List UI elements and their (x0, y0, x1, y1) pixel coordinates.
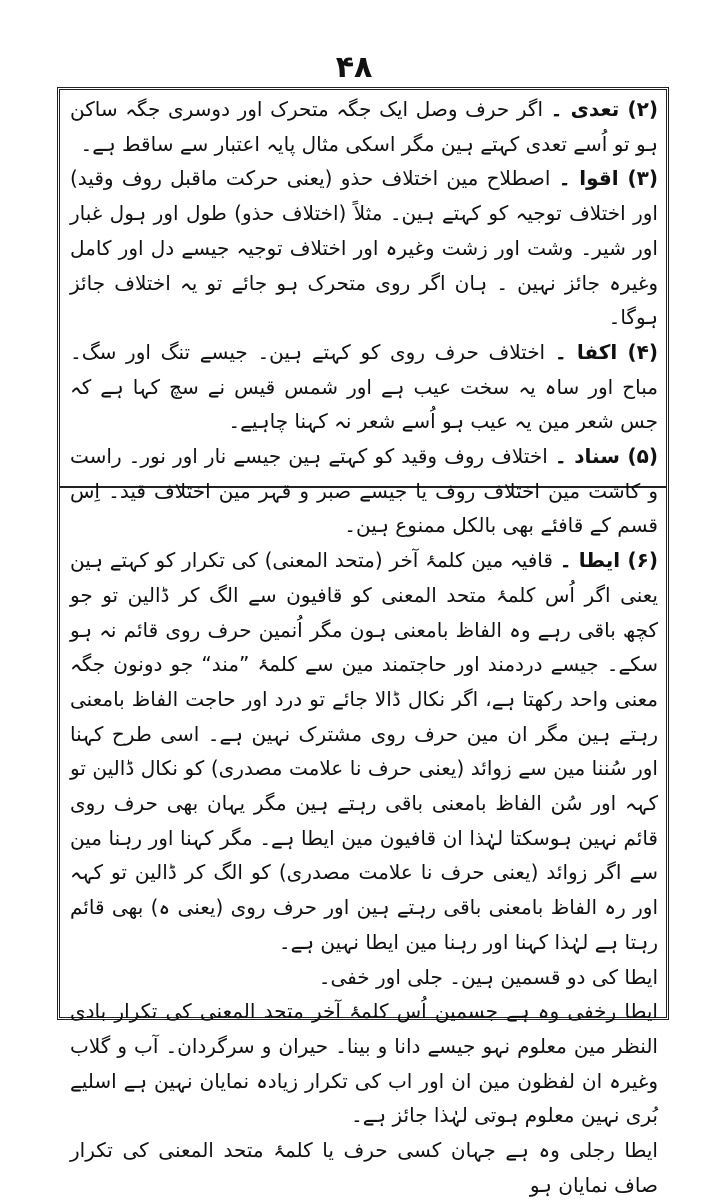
text-ikfa: اختلاف حرف روی کو کہتے ہین۔ جیسے تنگ اور سگ۔ مباح اور ساہ یہ سخت عیب ہے اور شمس قیس نے سچ کہا ہے کہ جس شعر مین یہ عیب ہو اُسے شعر نہ کہنا چاہیے۔ (70, 339, 658, 434)
heading-ikfa: (۴) اکفا ۔ (554, 339, 658, 364)
heading-iqwa: (۳) اقوا ۔ (558, 166, 659, 191)
paragraph-ikfa (70, 335, 658, 439)
text-ita-jali: ایطا رجلی وہ ہے جہان کسی حرف یا کلمۂ متحد المعنی کی تکرار صاف نمایان ہو (70, 1138, 658, 1197)
paragraph-ita (70, 543, 658, 959)
paragraph-ita-types (70, 960, 658, 995)
page-body (70, 92, 658, 1203)
text-ita-types: ایطا کی دو قسمین ہین۔ جلی اور خفی۔ (318, 964, 658, 989)
text-ita-khafi: ایطا رخفی وہ ہے جسمین اُس کلمۂ آخر متحد المعنی کی تکرار بادی النظر مین معلوم نہو جیسے دانا و بینا۔ حیران و سرگردان۔ آب و گلاب وغیرہ ان لفظون مین ان اور اب کی تکرار زیادہ نمایان نہین ہے اسلیے بُری نہین معلوم ہوتی لہٰذا جائز ہے۔ (70, 999, 658, 1128)
paragraph-sinad (70, 439, 658, 543)
text-iqwa: اصطلاح مین اختلاف حذو (یعنی حرکت ماقبل روف وقید) اور اختلاف توجیہ کو کہتے ہین۔ مثلاً (اختلاف حذو) طول اور ہول غبار اور شیر۔ وشت اور زشت وغیرہ اور اختلاف توجیہ جیسے دل اور کامل وغیرہ جائز نہین ۔ ہان اگر روی متحرک ہو جائے تو یہ اختلاف جائز ہوگا۔ (70, 166, 658, 330)
heading-tadi: (۲) تعدی ۔ (550, 97, 659, 121)
paragraph-iqwa (70, 161, 658, 335)
text-ita: قافیہ مین کلمۂ آخر (متحد المعنی) کی تکرار کو کہتے ہین یعنی اگر اُس کلمۂ متحد المعنی کو قافیون سے الگ کر ڈالین تو جو کچھ باقی رہے وہ الفاظ بامعنی ہون مگر اُنمین حرف روی قائم نہ ہو سکے۔ جیسے دردمند اور حاجتمند مین سے کلمۂ ”مند“ جو دونون جگہ معنی واحد رکھتا ہے، اگر نکال ڈالا جائے تو درد اور حاجت الفاظ بامعنی رہتے ہین مگر ان مین حرف روی مشترک نہین ہے۔ اسی طرح کہنا اور سُننا مین سے زوائد (یعنی حرف نا علامت مصدری) کو نکال ڈالین تو کہہ اور سُن الفاظ بامعنی باقی رہتے ہین مگر یہان بھی حرف روی قائم نہین ہوسکتا لہٰذا ان قافیون مین ایطا ہے۔ مگر کہنا اور رہنا مین سے اگر زوائد (یعنی حرف نا علامت مصدری) کو الگ کر ڈالین تو کہہ اور رہ الفاظ بامعنی باقی رہتے ہین اور حرف روی (یعنی ہ) بھی قائم رہتا ہے لہٰذا کہنا اور رہنا مین ایطا نہین ہے۔ (70, 548, 658, 954)
paragraph-ita-jali (70, 1133, 658, 1202)
heading-sinad: (۵) سناد ۔ (554, 444, 659, 469)
paragraph-tadi (70, 92, 658, 161)
paragraph-ita-khafi (70, 994, 658, 1133)
heading-ita: (۶) ایطا ۔ (559, 548, 658, 573)
page-number: ۴۸ (335, 50, 373, 85)
text-tadi: اگر حرف وصل ایک جگہ متحرک اور دوسری جگہ ساکن ہو تو اُسے تعدی کہتے ہین مگر اسکی مثال پایہ اعتبار سے ساقط ہے۔ (70, 97, 658, 156)
text-sinad: اختلاف روف وقید کو کہتے ہین جیسے نار اور نور۔ راست و کاشت مین اختلاف روف یا جیسے صبر و قہر مین اختلاف قید۔ اِس قسم کے قافئے بھی بالکل ممنوع ہین۔ (70, 444, 658, 538)
